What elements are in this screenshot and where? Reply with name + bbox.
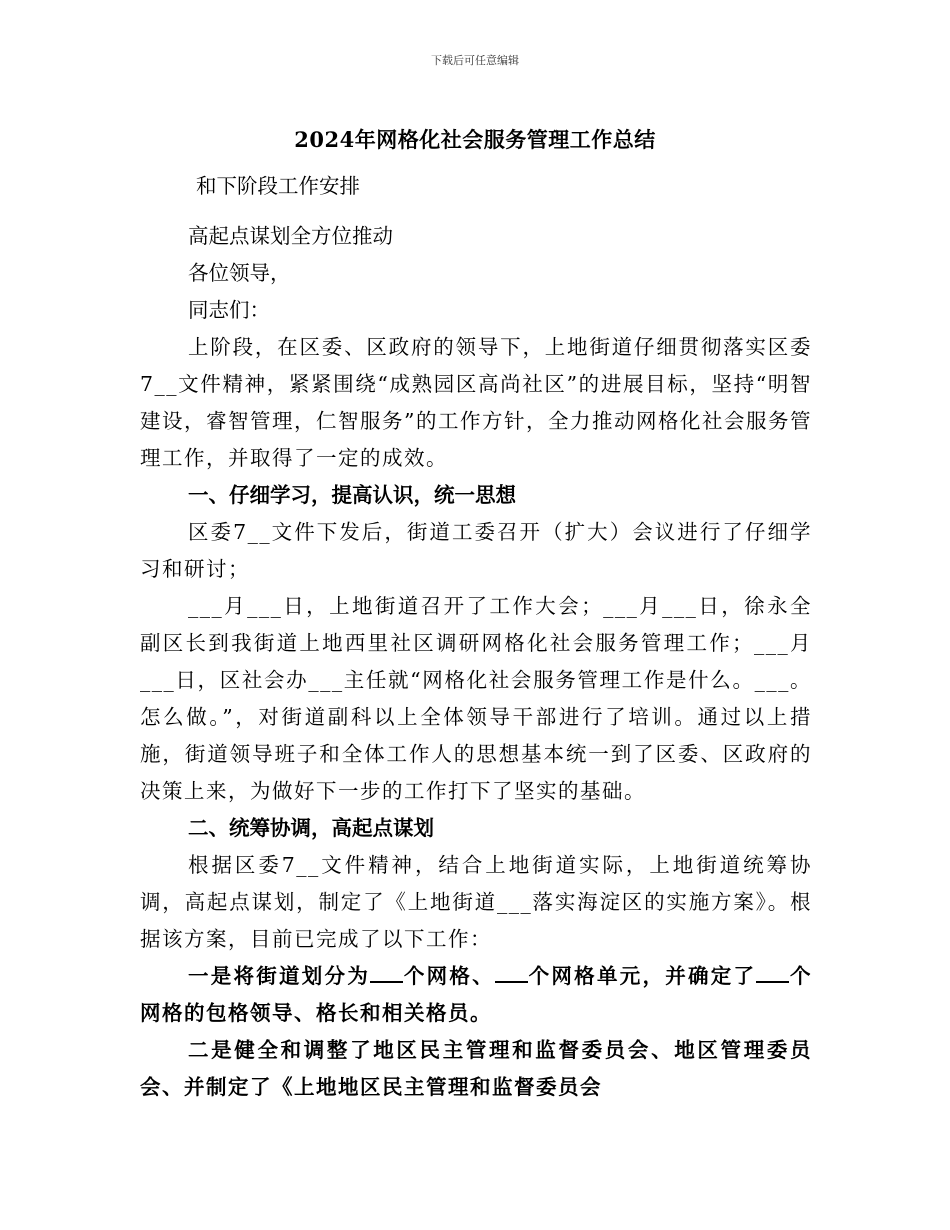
section-heading-2: 二、统筹协调，高起点谋划 xyxy=(188,816,434,840)
grid-text-d: 个网格的包格领导、格长和相关格员。 xyxy=(140,964,813,1025)
section-heading-1: 一、仔细学习，提高认识，统一思想 xyxy=(188,483,516,507)
paragraph-study: 区委7__文件下发后，街道工委召开（扩大）会议进行了仔细学习和研讨； xyxy=(140,520,812,581)
blank-underline xyxy=(495,961,528,983)
paragraph-committees: 二是健全和调整了地区民主管理和监督委员会、地区管理委员会、并制定了《上地地区民主管理和监督委员会 xyxy=(140,1038,812,1099)
blank-underline xyxy=(756,961,789,983)
grid-text-c: 个网格单元，并确定了 xyxy=(527,964,757,988)
grid-text-a: 一是将街道划分为 xyxy=(188,964,371,988)
grid-text-b: 个网格、 xyxy=(403,964,495,988)
blank-underline xyxy=(370,961,403,983)
salutation-comrades: 同志们： xyxy=(188,298,270,322)
paragraph-plan: 根据区委7__文件精神，结合上地街道实际，上地街道统筹协调，高起点谋划，制定了《上地街道___落实海淀区的实施方案》。根据该方案，目前已完成了以下工作： xyxy=(140,853,812,951)
paragraph-meetings: ___月___日，上地街道召开了工作大会；___月___日，徐永全副区长到我街道上地西里社区调研网格化社会服务管理工作；___月___日，区社会办___主任就“网格化社会服务管理工作是什么。___。怎么做。”，对街道副科以上全体领导干部进行了培训。通过以上措施，街道领导班子和全体工作人的思想基本统一到了区委、区政府的决策上来，为做好下一步的工作打下了坚实的基础。 xyxy=(140,594,812,803)
salutation-leaders: 各位领导， xyxy=(188,261,291,285)
document-title: 2024年网格化社会服务管理工作总结 xyxy=(294,127,656,152)
paragraph-grid-division xyxy=(140,958,812,1032)
paragraph-intro: 上阶段，在区委、区政府的领导下，上地街道仔细贯彻落实区委7__文件精神，紧紧围绕“成熟园区高尚社区”的进展目标，坚持“明智建设，睿智管理，仁智服务”的工作方针，全力推动网格化社会服务管理工作，并取得了一定的成效。 xyxy=(140,335,812,470)
document-subtitle: 和下阶段工作安排 xyxy=(196,174,360,198)
opening-line: 高起点谋划全方位推动 xyxy=(188,224,393,248)
header-note: 下载后可任意编辑 xyxy=(431,54,519,67)
